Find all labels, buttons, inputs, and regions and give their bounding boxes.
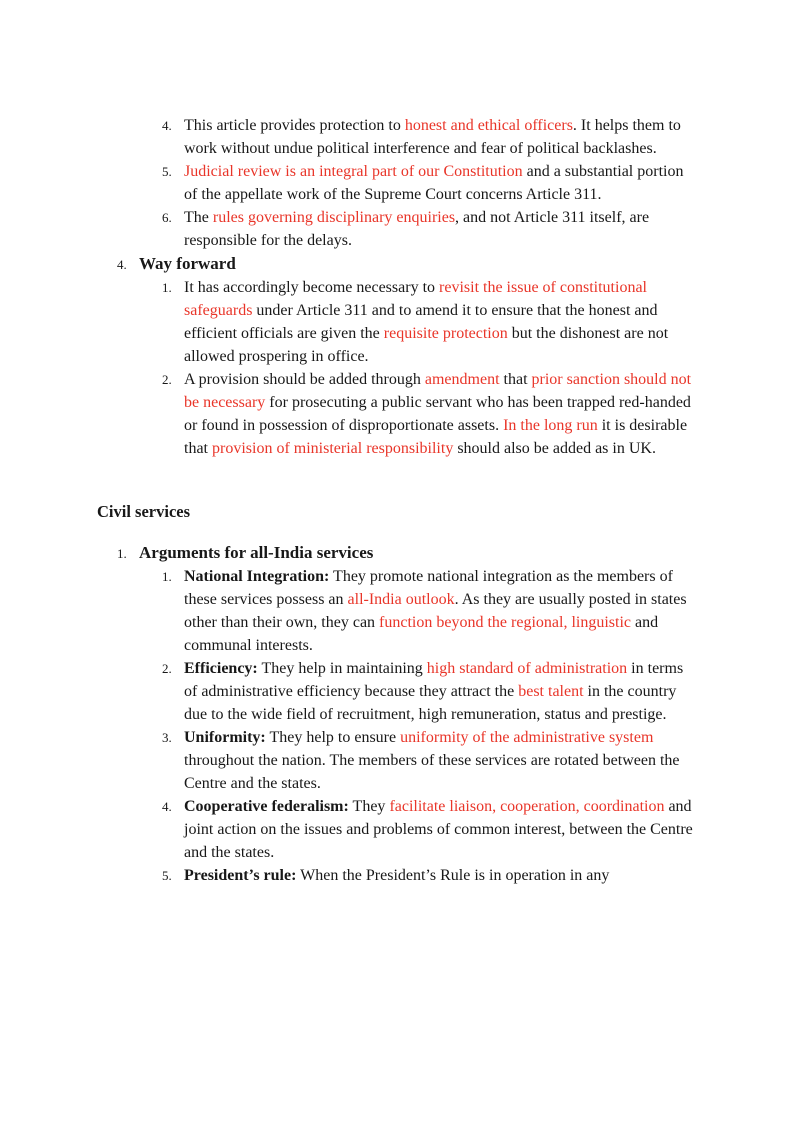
highlighted-text: revisit the issue of constitutional safeguards bbox=[184, 279, 647, 319]
highlighted-text: requisite protection bbox=[383, 325, 508, 342]
text-run: They bbox=[348, 798, 390, 815]
list-item-text bbox=[184, 276, 700, 368]
highlighted-text: uniformity of the administrative system bbox=[400, 729, 654, 746]
bold-text-run: Way forward bbox=[139, 254, 236, 273]
list-item bbox=[97, 864, 700, 887]
highlighted-text: function beyond the regional, linguistic bbox=[379, 614, 631, 631]
list-item-number: 1. bbox=[162, 280, 172, 295]
list-item bbox=[97, 726, 700, 795]
text-run: for prosecuting a public servant who has been trapped red-handed or found in possession of disproportionate assets. bbox=[184, 394, 691, 434]
list-item-number: 6. bbox=[162, 210, 172, 225]
text-run: They promote national integration as the members of these services possess an bbox=[184, 568, 673, 608]
bold-text-run: President’s rule: bbox=[184, 867, 297, 884]
text-run: . It helps them to work without undue political interference and fear of political backlashes. bbox=[184, 117, 681, 157]
text-run: in the country due to the wide field of recruitment, high remuneration, status and prestige. bbox=[184, 683, 677, 723]
document-content bbox=[97, 114, 700, 887]
text-run: This article provides protection to bbox=[184, 117, 405, 134]
list-item-text bbox=[184, 795, 700, 864]
list-item-text bbox=[184, 726, 700, 795]
highlighted-text: facilitate liaison, cooperation, coordination bbox=[389, 798, 665, 815]
list-item-number: 1. bbox=[117, 546, 127, 561]
highlighted-text: rules governing disciplinary enquiries bbox=[212, 209, 456, 226]
list-item bbox=[97, 160, 700, 206]
list-item-text bbox=[184, 206, 700, 252]
list-item bbox=[97, 206, 700, 252]
text-run: and a substantial portion of the appellate work of the Supreme Court concerns Article 311. bbox=[184, 163, 684, 203]
list-item bbox=[97, 541, 700, 565]
text-run: and communal interests. bbox=[184, 614, 659, 654]
bold-text-run: Uniformity: bbox=[184, 729, 266, 746]
text-run: They help to ensure bbox=[265, 729, 401, 746]
text-run: A provision should be added through bbox=[184, 371, 425, 388]
list-item-text bbox=[184, 114, 700, 160]
list-item-text bbox=[139, 541, 700, 564]
bold-text-run: Cooperative federalism: bbox=[184, 798, 349, 815]
list-item-text bbox=[184, 864, 700, 887]
highlighted-text: amendment bbox=[424, 371, 500, 388]
highlighted-text: best talent bbox=[518, 683, 584, 700]
highlighted-text: prior sanction should not be necessary bbox=[184, 371, 692, 411]
list-item bbox=[97, 252, 700, 276]
text-run: it is desirable that bbox=[184, 417, 688, 457]
list-item bbox=[97, 276, 700, 368]
highlighted-text: all-India outlook bbox=[347, 591, 455, 608]
text-run: and joint action on the issues and problems of common interest, between the Centre and the states. bbox=[184, 798, 693, 861]
text-run: under Article 311 and to amend it to ensure that the honest and efficient officials are given the bbox=[184, 302, 658, 342]
text-run: They help in maintaining bbox=[257, 660, 427, 677]
text-run: When the President’s Rule is in operation in any bbox=[296, 867, 610, 884]
list-item-text bbox=[184, 657, 700, 726]
bold-text-run: Efficiency: bbox=[184, 660, 258, 677]
list-item-text bbox=[184, 565, 700, 657]
highlighted-text: honest and ethical officers bbox=[404, 117, 573, 134]
text-run: The bbox=[184, 209, 213, 226]
text-run: in terms of administrative efficiency because they attract the bbox=[184, 660, 684, 700]
list-item bbox=[97, 565, 700, 657]
list-item-number: 4. bbox=[117, 257, 127, 272]
highlighted-text: high standard of administration bbox=[426, 660, 628, 677]
list-item-number: 2. bbox=[162, 661, 172, 676]
highlighted-text: In the long run bbox=[503, 417, 598, 434]
list-item-number: 3. bbox=[162, 730, 172, 745]
bold-text-run: National Integration: bbox=[184, 568, 330, 585]
list-item-text bbox=[184, 368, 700, 460]
list-item-text bbox=[184, 160, 700, 206]
text-run: . As they are usually posted in states other than their own, they can bbox=[184, 591, 687, 631]
highlighted-text: provision of ministerial responsibility bbox=[212, 440, 454, 457]
text-run: but the dishonest are not allowed prospering in office. bbox=[184, 325, 669, 365]
text-run: , and not Article 311 itself, are responsible for the delays. bbox=[184, 209, 650, 249]
list-item-number: 4. bbox=[162, 118, 172, 133]
text-run: that bbox=[499, 371, 532, 388]
text-run: should also be added as in UK. bbox=[453, 440, 656, 457]
list-item-text bbox=[139, 252, 700, 275]
section-heading: Civil services bbox=[97, 502, 191, 521]
list-item-number: 4. bbox=[162, 799, 172, 814]
list-item bbox=[97, 114, 700, 160]
list-item bbox=[97, 368, 700, 460]
text-run: throughout the nation. The members of these services are rotated between the Centre and the states. bbox=[184, 752, 680, 792]
highlighted-text: Judicial review is an integral part of our Constitution bbox=[184, 163, 523, 180]
list-item-number: 1. bbox=[162, 569, 172, 584]
text-run: It has accordingly become necessary to bbox=[184, 279, 440, 296]
bold-text-run: Arguments for all-India services bbox=[139, 543, 374, 562]
list-item-number: 5. bbox=[162, 868, 172, 883]
list-item-number: 5. bbox=[162, 164, 172, 179]
list-item bbox=[97, 657, 700, 726]
list-item-number: 2. bbox=[162, 372, 172, 387]
list-item bbox=[97, 795, 700, 864]
